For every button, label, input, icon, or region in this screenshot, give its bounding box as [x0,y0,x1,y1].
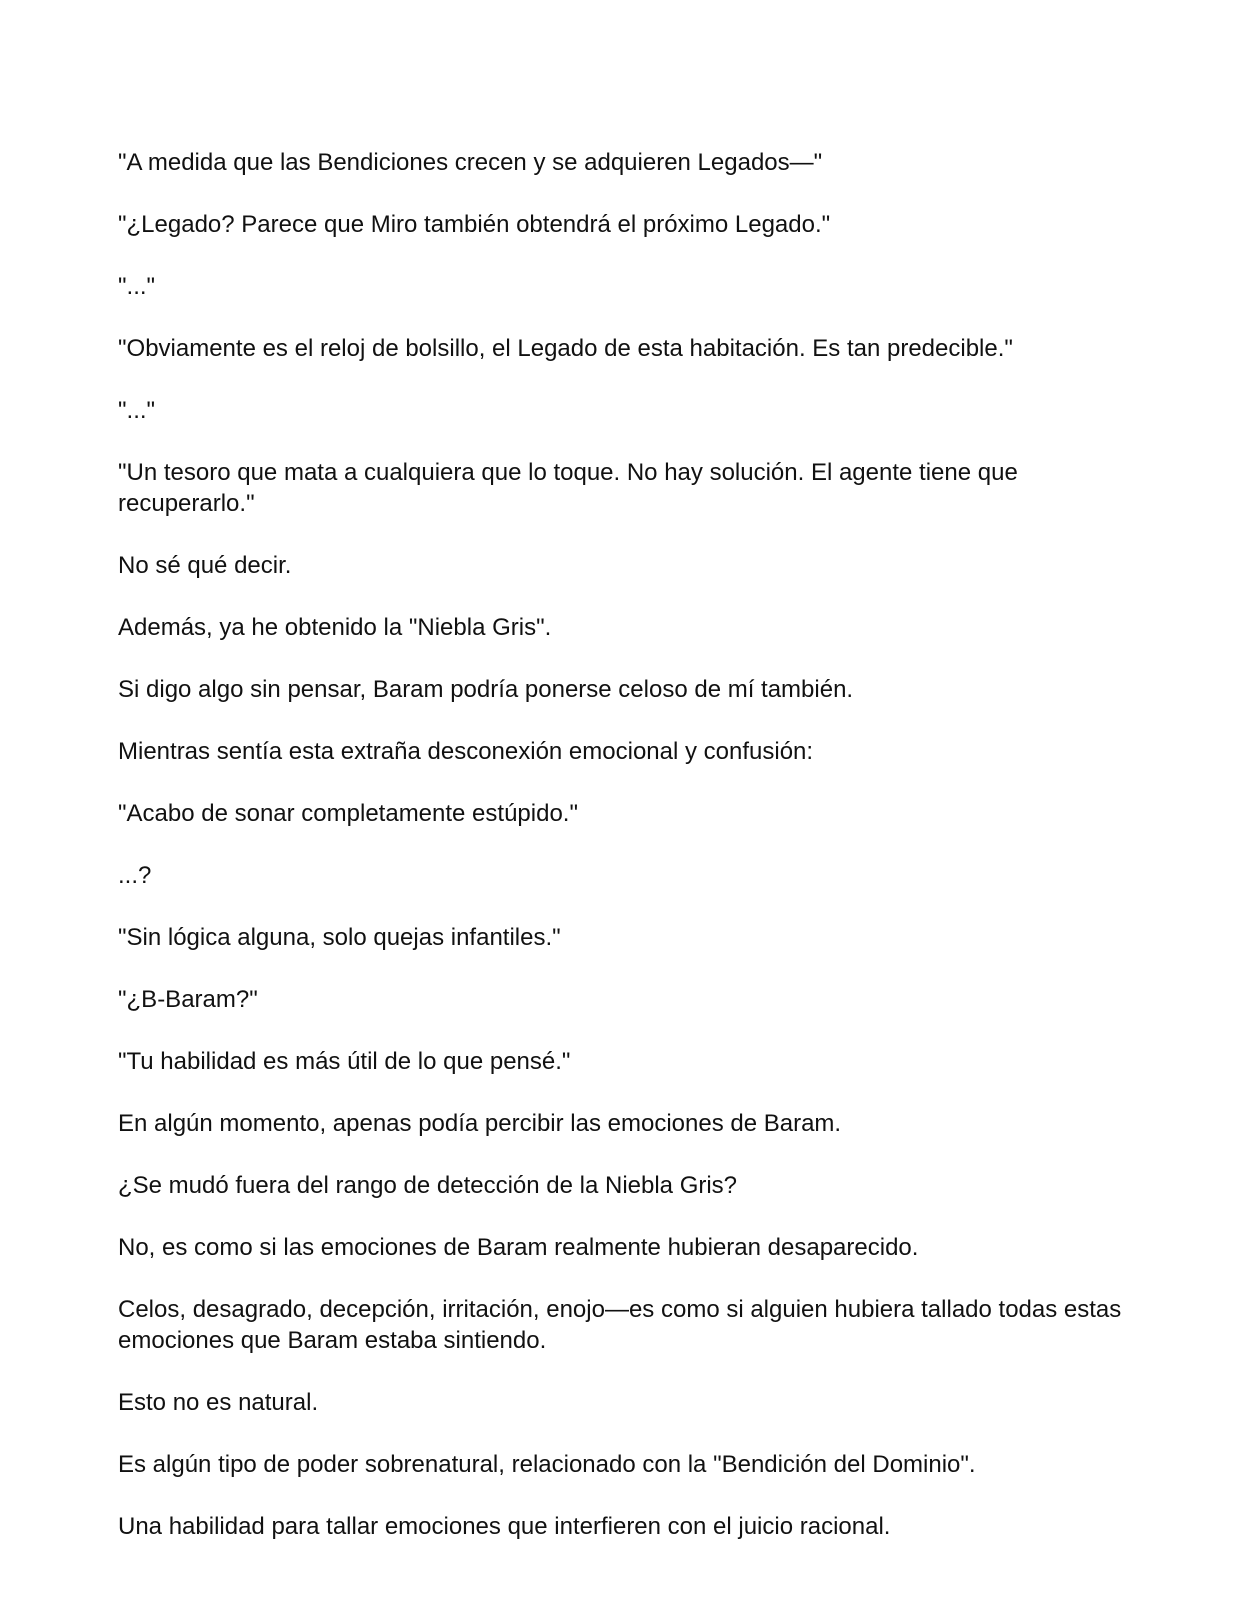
paragraph: En algún momento, apenas podía percibir las emociones de Baram. [118,1110,842,1137]
paragraph: "..." [118,397,156,424]
paragraph: No, es como si las emociones de Baram realmente hubieran desaparecido. [118,1234,919,1261]
paragraph: Además, ya he obtenido la "Niebla Gris". [118,614,552,641]
paragraph: Si digo algo sin pensar, Baram podría ponerse celoso de mí también. [118,676,854,703]
paragraph: "A medida que las Bendiciones crecen y se adquieren Legados—" [118,149,823,176]
paragraph: "¿Legado? Parece que Miro también obtendrá el próximo Legado." [118,211,831,238]
paragraph: Esto no es natural. [118,1389,319,1416]
paragraph: "Obviamente es el reloj de bolsillo, el Legado de esta habitación. Es tan predecible." [118,335,1013,362]
paragraph: "Acabo de sonar completamente estúpido." [118,800,578,827]
paragraph: "..." [118,273,156,300]
paragraph: "Tu habilidad es más útil de lo que pensé." [118,1048,571,1075]
paragraph: ...? [118,862,152,889]
paragraph: ¿Se mudó fuera del rango de detección de la Niebla Gris? [118,1172,738,1199]
paragraph: Celos, desagrado, decepción, irritación, enojo—es como si alguien hubiera tallado todas estas emociones que Baram estaba sintiendo. [118,1296,1122,1354]
paragraph: Es algún tipo de poder sobrenatural, relacionado con la "Bendición del Dominio". [118,1451,976,1478]
paragraph: Mientras sentía esta extraña desconexión emocional y confusión: [118,738,814,765]
paragraph: "¿B-Baram?" [118,986,258,1013]
paragraph: No sé qué decir. [118,552,292,579]
paragraph: Una habilidad para tallar emociones que interfieren con el juicio racional. [118,1513,891,1540]
paragraph: "Un tesoro que mata a cualquiera que lo toque. No hay solución. El agente tiene que recuperarlo." [118,459,1018,517]
paragraph: "Sin lógica alguna, solo quejas infantiles." [118,924,561,951]
document-body [118,147,1128,1573]
